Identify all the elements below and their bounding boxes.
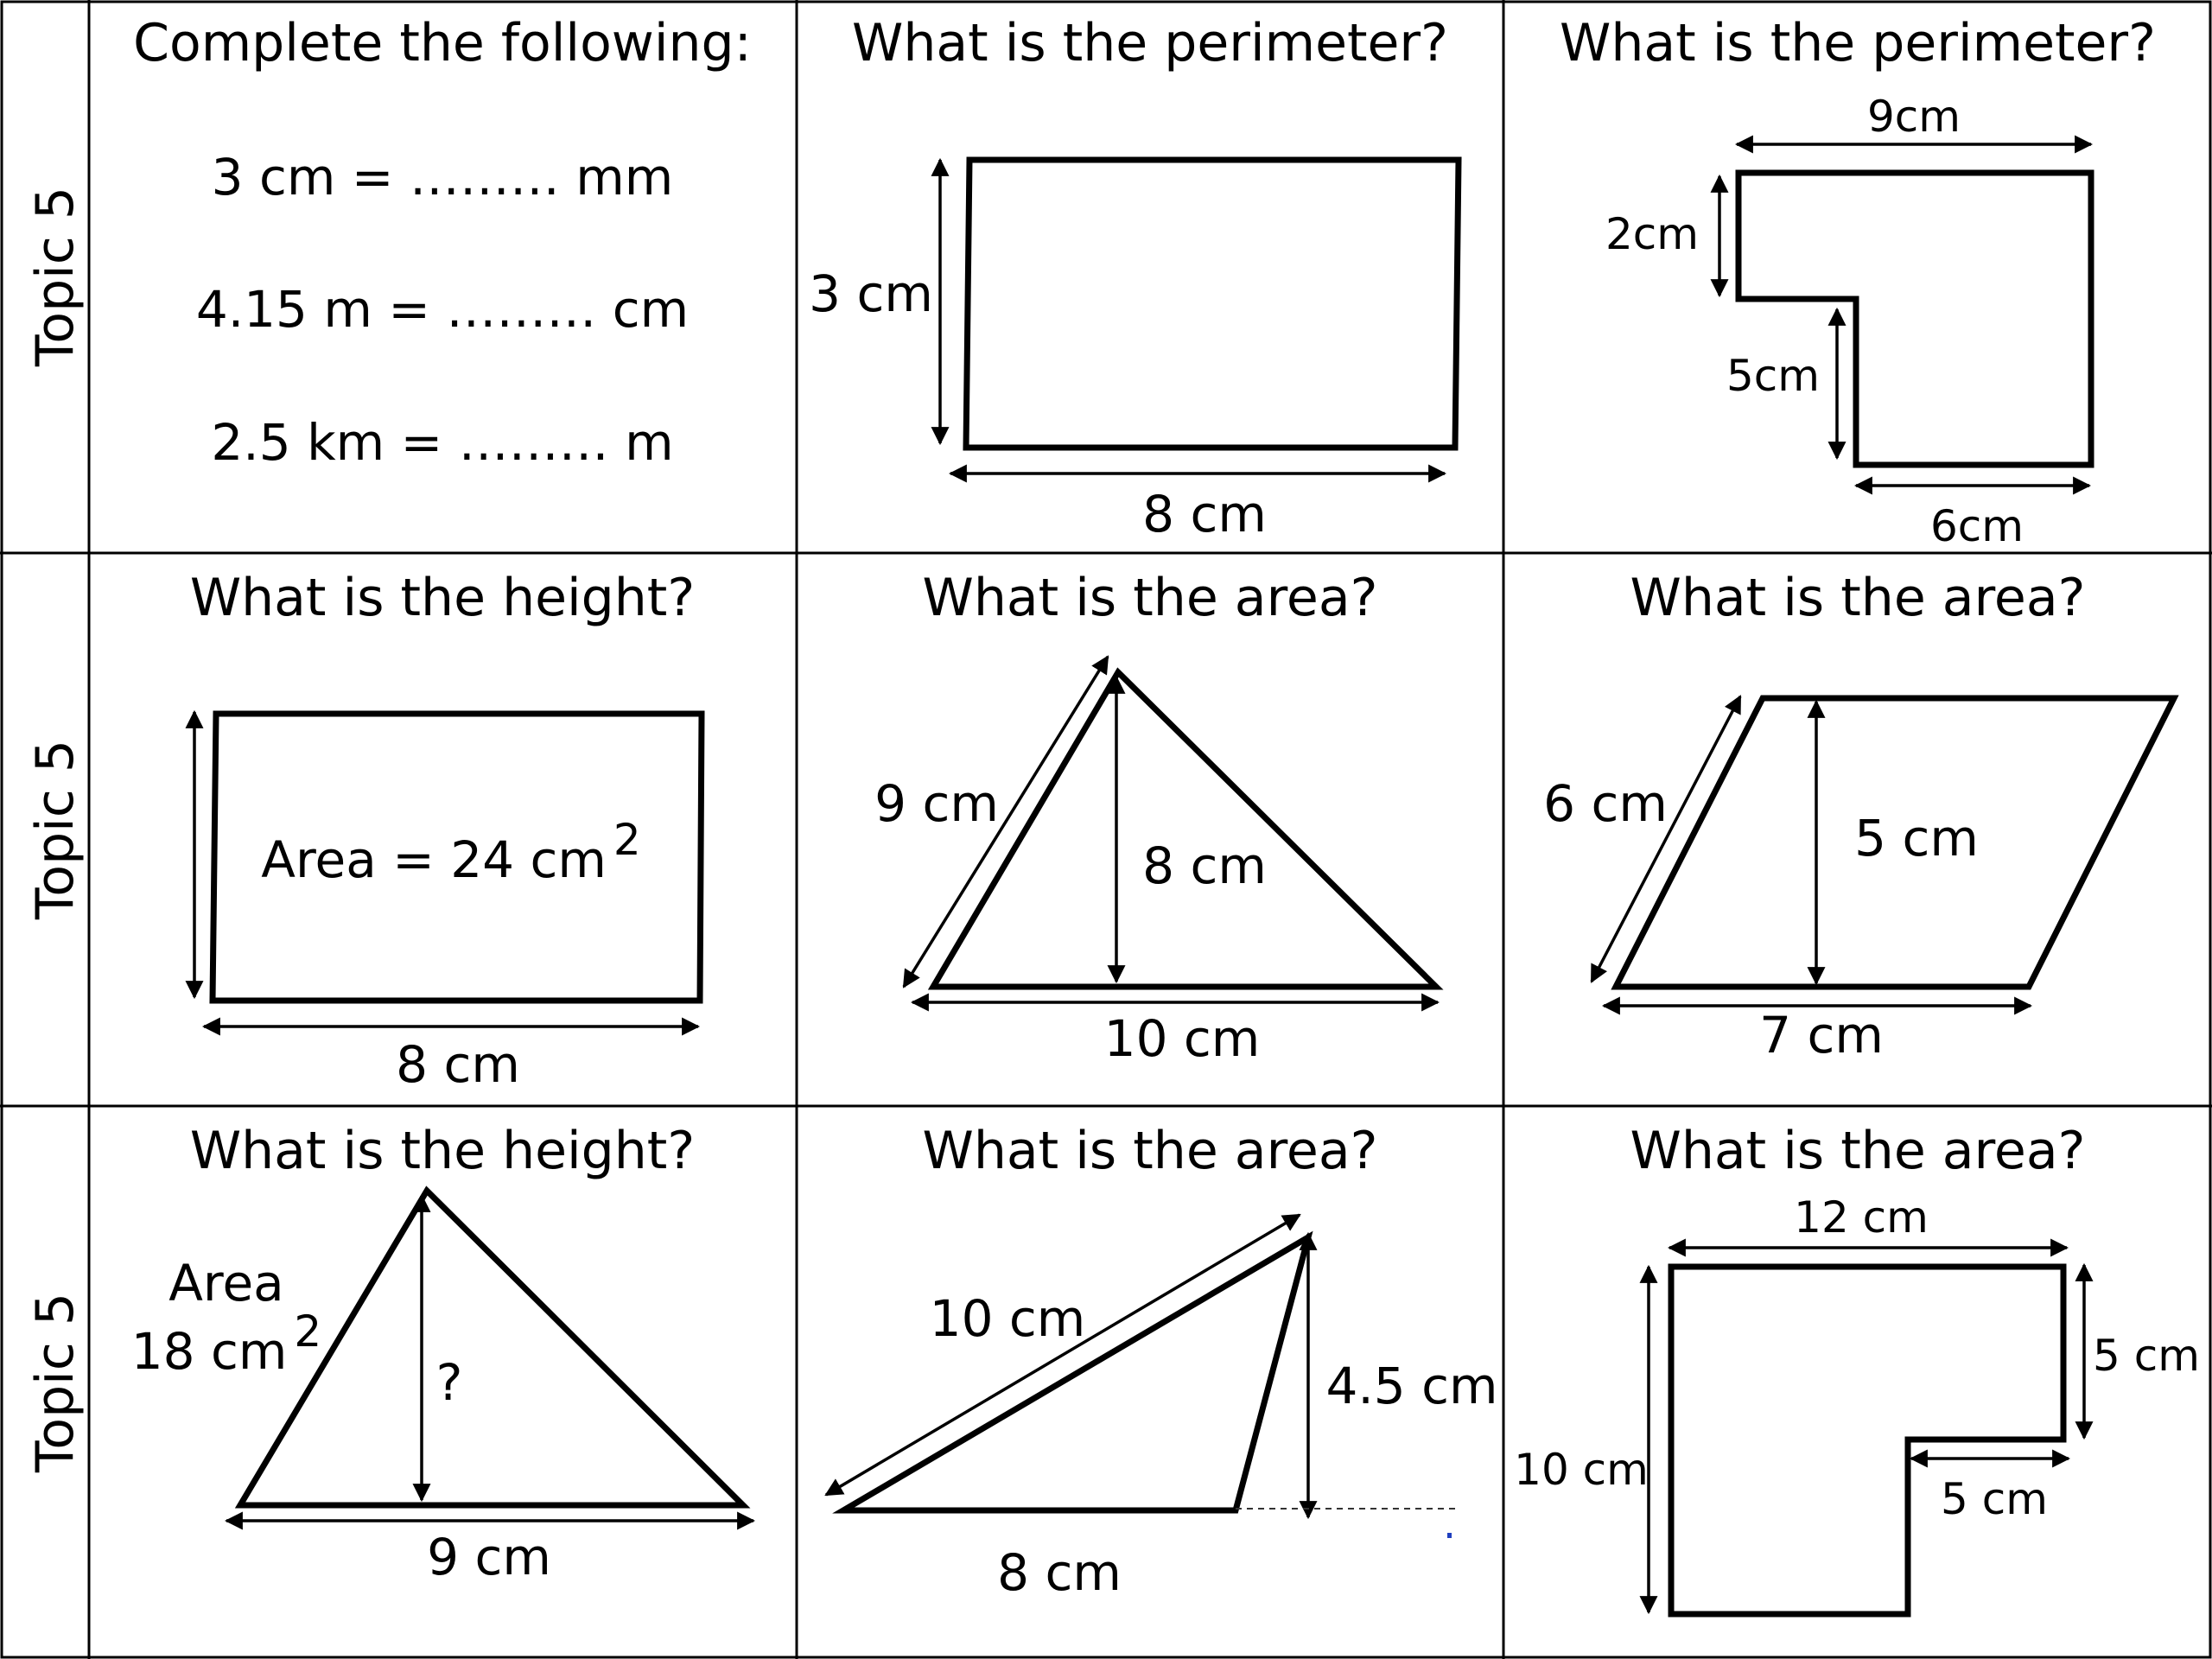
- cell-question: Complete the following:: [133, 13, 752, 73]
- top-label: 9cm: [1866, 92, 1961, 142]
- cell-parallelogram-area: [1543, 568, 2174, 1065]
- height-label: 3 cm: [809, 264, 933, 323]
- triangle-shape: [843, 1237, 1308, 1510]
- triangle-shape: [933, 672, 1436, 987]
- l-shape: [1738, 173, 2091, 465]
- row-1-topic-label: Topic 5: [25, 186, 86, 367]
- conversion-line: 4.15 m = ……… cm: [195, 280, 690, 339]
- base-label: 9 cm: [427, 1528, 551, 1586]
- cell-compound-shape-perimeter: [1560, 13, 2156, 551]
- cell-question: What is the area?: [922, 1121, 1378, 1181]
- height-label: 5 cm: [1854, 809, 1979, 868]
- cell-rectangle-perimeter: [809, 13, 1459, 543]
- width-label: 8 cm: [1142, 485, 1267, 543]
- base-label: 8 cm: [997, 1543, 1122, 1602]
- row-3-topic-label: Topic 5: [25, 1292, 86, 1473]
- cell-question: What is the perimeter?: [1560, 13, 2156, 73]
- base-label: 10 cm: [1103, 1009, 1261, 1068]
- left-upper-label: 2cm: [1605, 209, 1700, 259]
- left-lower-label: 5cm: [1726, 351, 1821, 401]
- cell-unit-conversion: [133, 13, 752, 472]
- right-label: 5 cm: [2093, 1331, 2200, 1381]
- width-label: 8 cm: [396, 1035, 520, 1094]
- inner-label: 5 cm: [1941, 1474, 2048, 1524]
- bottom-label: 6cm: [1929, 501, 2024, 551]
- cell-question: What is the area?: [1630, 568, 2086, 628]
- top-label: 12 cm: [1794, 1192, 1929, 1243]
- height-label: 4.5 cm: [1325, 1357, 1498, 1415]
- cell-question: What is the height?: [189, 568, 696, 628]
- area-word-label: Area: [168, 1254, 284, 1313]
- side-arrow: [826, 1215, 1300, 1495]
- conversion-line: 3 cm = ……… mm: [211, 148, 674, 207]
- area-text: Area = 24 cm: [261, 830, 607, 889]
- side-label: 9 cm: [874, 774, 999, 833]
- conversion-line: 2.5 km = ……… m: [211, 413, 674, 472]
- unknown-height-label: ?: [435, 1353, 463, 1412]
- l-shape: [1671, 1267, 2063, 1614]
- side-arrow: [1592, 696, 1740, 982]
- left-label: 10 cm: [1514, 1445, 1649, 1495]
- cell-compound-shape-area: [1514, 1121, 2200, 1614]
- side-label: 10 cm: [929, 1289, 1086, 1348]
- cell-triangle-height: [131, 1121, 753, 1586]
- area-label: [261, 815, 640, 889]
- cell-triangle-area: [874, 568, 1438, 1068]
- row-2-topic-label: Topic 5: [25, 739, 86, 920]
- cell-rectangle-height: [190, 568, 702, 1094]
- height-label: 8 cm: [1142, 836, 1267, 895]
- area-value-label: [131, 1306, 321, 1381]
- cell-obtuse-triangle-area: [826, 1121, 1498, 1602]
- area-exponent: 2: [294, 1306, 322, 1357]
- cell-question: What is the height?: [189, 1121, 696, 1181]
- cell-question: What is the area?: [922, 568, 1378, 628]
- cell-question: What is the perimeter?: [852, 13, 1448, 73]
- cell-question: What is the area?: [1630, 1121, 2086, 1181]
- stray-dot: [1447, 1533, 1452, 1538]
- base-label: 7 cm: [1759, 1006, 1884, 1065]
- area-exponent: 2: [613, 815, 641, 865]
- side-label: 6 cm: [1543, 774, 1668, 833]
- rectangle-shape: [966, 160, 1459, 448]
- area-value: 18 cm: [130, 1322, 288, 1381]
